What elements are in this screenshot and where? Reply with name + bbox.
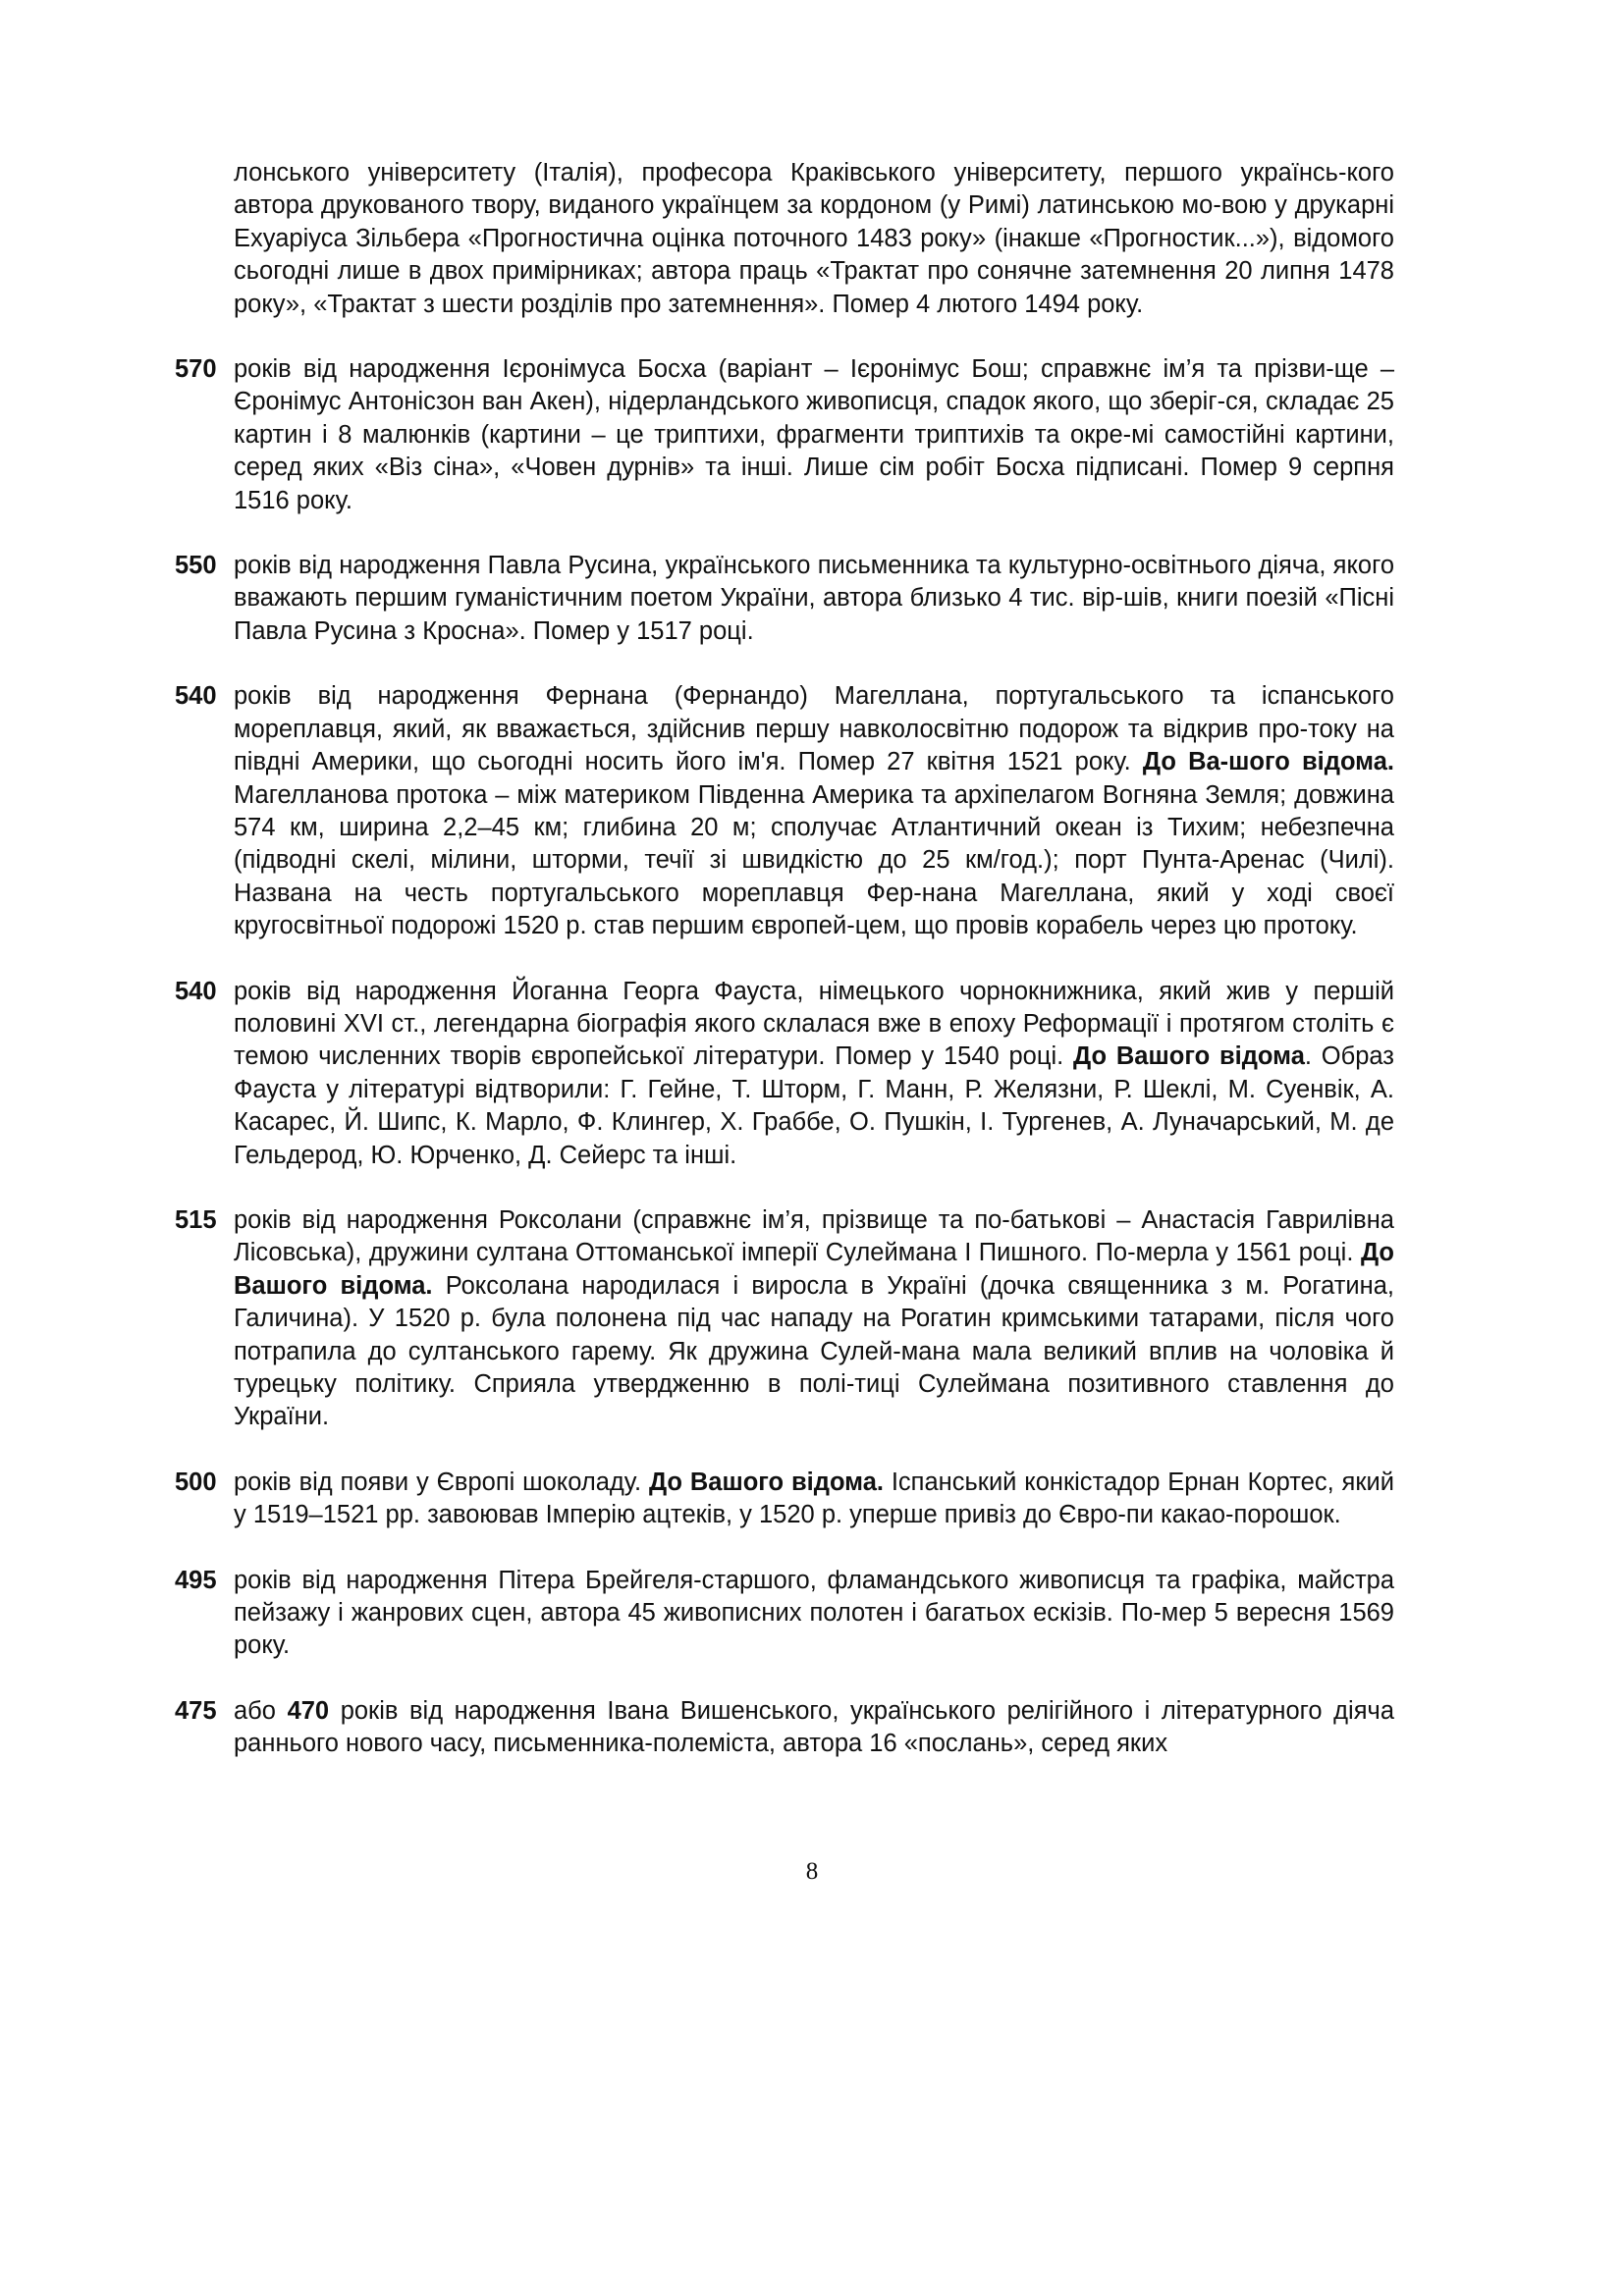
entry-text: років від народження Пітера Брейгеля-старшого, фламандського живописця та графіка, майстра пейзажу і жанрових сцен, автора 45 живописних полотен і багатьох ескізів. По-мер 5 вересня 1569 року.	[234, 1566, 1394, 1660]
note-text: Магелланова протока – між материком Південна Америка та архіпелагом Вогняна Земля; довжина 574 км, ширина 2,2–45 км; глибина 20 м; сполучає Атлантичний океан із Тихим; небезпечна (підводні скелі, мілини, шторми, течії зі швидкістю до 25 км/год.); порт Пунта-Аренас (Чилі). Названа на честь португальського мореплавця Фер-нана Магеллана, який у ході своєї кругосвітньої подорожі 1520 р. став першим європей-цем, що провів корабель через цю протоку.	[234, 780, 1394, 940]
page-number: 8	[805, 1858, 819, 1885]
entry-years: 500	[175, 1468, 217, 1496]
document-page	[175, 157, 1394, 1793]
note-label: До Вашого відома.	[648, 1468, 884, 1496]
entry-text: років від народження Івана Вишенського, українського релігійного і літературного діяча раннього нового часу, письменника-полеміста, автора 16 «послань», серед яких	[234, 1696, 1394, 1758]
entry-connector: або	[234, 1696, 288, 1725]
entry-text: років від народження Роксолани (справжнє ім’я, прізвище та по-батькові – Анастасія Гаврилівна Лісовська), дружини султана Оттоманської імперії Сулеймана І Пишного. По-мерла у 1561 році.	[234, 1205, 1394, 1267]
entry-years: 540	[175, 682, 217, 711]
note-text: Роксолана народилася і виросла в Україні (дочка священника з м. Рогатина, Галичина). У 1520 р. була полонена під час нападу на Рогатин кримськими татарами, після чого потрапила до султанського гарему. Як дружина Сулей-мана мала великий вплив на чоловіка й турецьку політику. Сприяла утвердженню в полі-тиці Сулеймана позитивного ставлення до України.	[234, 1271, 1395, 1431]
entry-text: років від народження Павла Русина, українського письменника та культурно-освітнього діяча, якого вважають першим гуманістичним поетом України, автора близько 4 тис. вір-шів, книги поезій «Пісні Павла Русина з Кросна». Помер у 1517 році.	[234, 552, 1394, 645]
entry-years: 550	[175, 552, 217, 580]
entry-years: 540	[175, 977, 217, 1005]
note-label: До Вашого відома.	[234, 1239, 1394, 1300]
entry-years: 570	[175, 355, 217, 384]
entry-text: років від народження Йоганна Георга Фауста, німецького чорнокнижника, який жив у першій половині XVI ст., легендарна біографія якого склалася вже в епоху Реформації і протягом століть є темою численних творів європейської літератури. Помер у 1540 році.	[234, 977, 1394, 1071]
anniversary-entry	[175, 353, 1394, 517]
entry-years: 515	[175, 1205, 217, 1234]
note-label: До Вашого відома	[1073, 1042, 1305, 1071]
continuation-paragraph	[175, 157, 1394, 321]
anniversary-entry	[175, 976, 1394, 1172]
continuation-text: лонського університету (Італія), професора Краківського університету, першого українсь-кого автора друкованого твору, виданого українцем за кордоном (у Римі) латинською мо-вою у друкарні Ехуаріуса Зільбера «Прогностична оцінка поточного 1483 року» (інакше «Прогностик...»), відомого сьогодні лише в двох примірниках; автора праць «Трактат про сонячне затемнення 20 липня 1478 року», «Трактат з шести розділів про затемнення». Помер 4 лютого 1494 року.	[234, 159, 1394, 318]
note-text: . Образ Фауста у літературі відтворили: Г. Гейне, Т. Шторм, Г. Манн, Р. Желязни, Р. Шеклі, М. Суенвік, А. Касарес, Й. Шипс, К. Марло, Ф. Клингер, Х. Граббе, О. Пушкін, І. Тургенев, А. Луначарський, М. де Гельдерод, Ю. Юрченко, Д. Сейерс та інші.	[234, 1042, 1394, 1169]
entry-years-second: 470	[287, 1696, 330, 1725]
note-label: До Ва-шого відома.	[1142, 748, 1394, 776]
anniversary-entry	[175, 1467, 1394, 1532]
anniversary-entry	[175, 550, 1394, 648]
anniversary-entry-last	[175, 1695, 1394, 1761]
anniversary-entry	[175, 1204, 1394, 1434]
entry-years: 495	[175, 1566, 217, 1594]
note-text: Іспанський конкістадор Ернан Кортес, який у 1519–1521 рр. завоював Імперію ацтеків, у 1520 р. уперше привіз до Євро-пи какао-порошок.	[234, 1468, 1394, 1529]
anniversary-entry	[175, 680, 1394, 942]
entry-text: років від народження Фернана (Фернандо) Магеллана, португальського та іспанського мореплавця, який, як вважається, здійснив першу навколосвітню подорож та відкрив про-току на півдні Америки, що сьогодні носить його ім'я. Помер 27 квітня 1521 року.	[234, 682, 1394, 776]
anniversary-entry	[175, 1565, 1394, 1663]
entry-years-first: 475	[175, 1696, 217, 1725]
entry-text: років від появи у Європі шоколаду.	[234, 1468, 649, 1496]
entry-text: років від народження Ієронімуса Босха (варіант – Ієронімус Бош; справжнє ім’я та прізви-ще – Єронімус Антонісзон ван Акен), нідерландського живописця, спадок якого, що зберіг-ся, складає 25 картин і 8 малюнків (картини – це триптихи, фрагменти триптихів та окре-мі самостійні картини, серед яких «Віз сіна», «Човен дурнів» та інші. Лише сім робіт Босха підписані. Помер 9 серпня 1516 року.	[234, 355, 1394, 514]
